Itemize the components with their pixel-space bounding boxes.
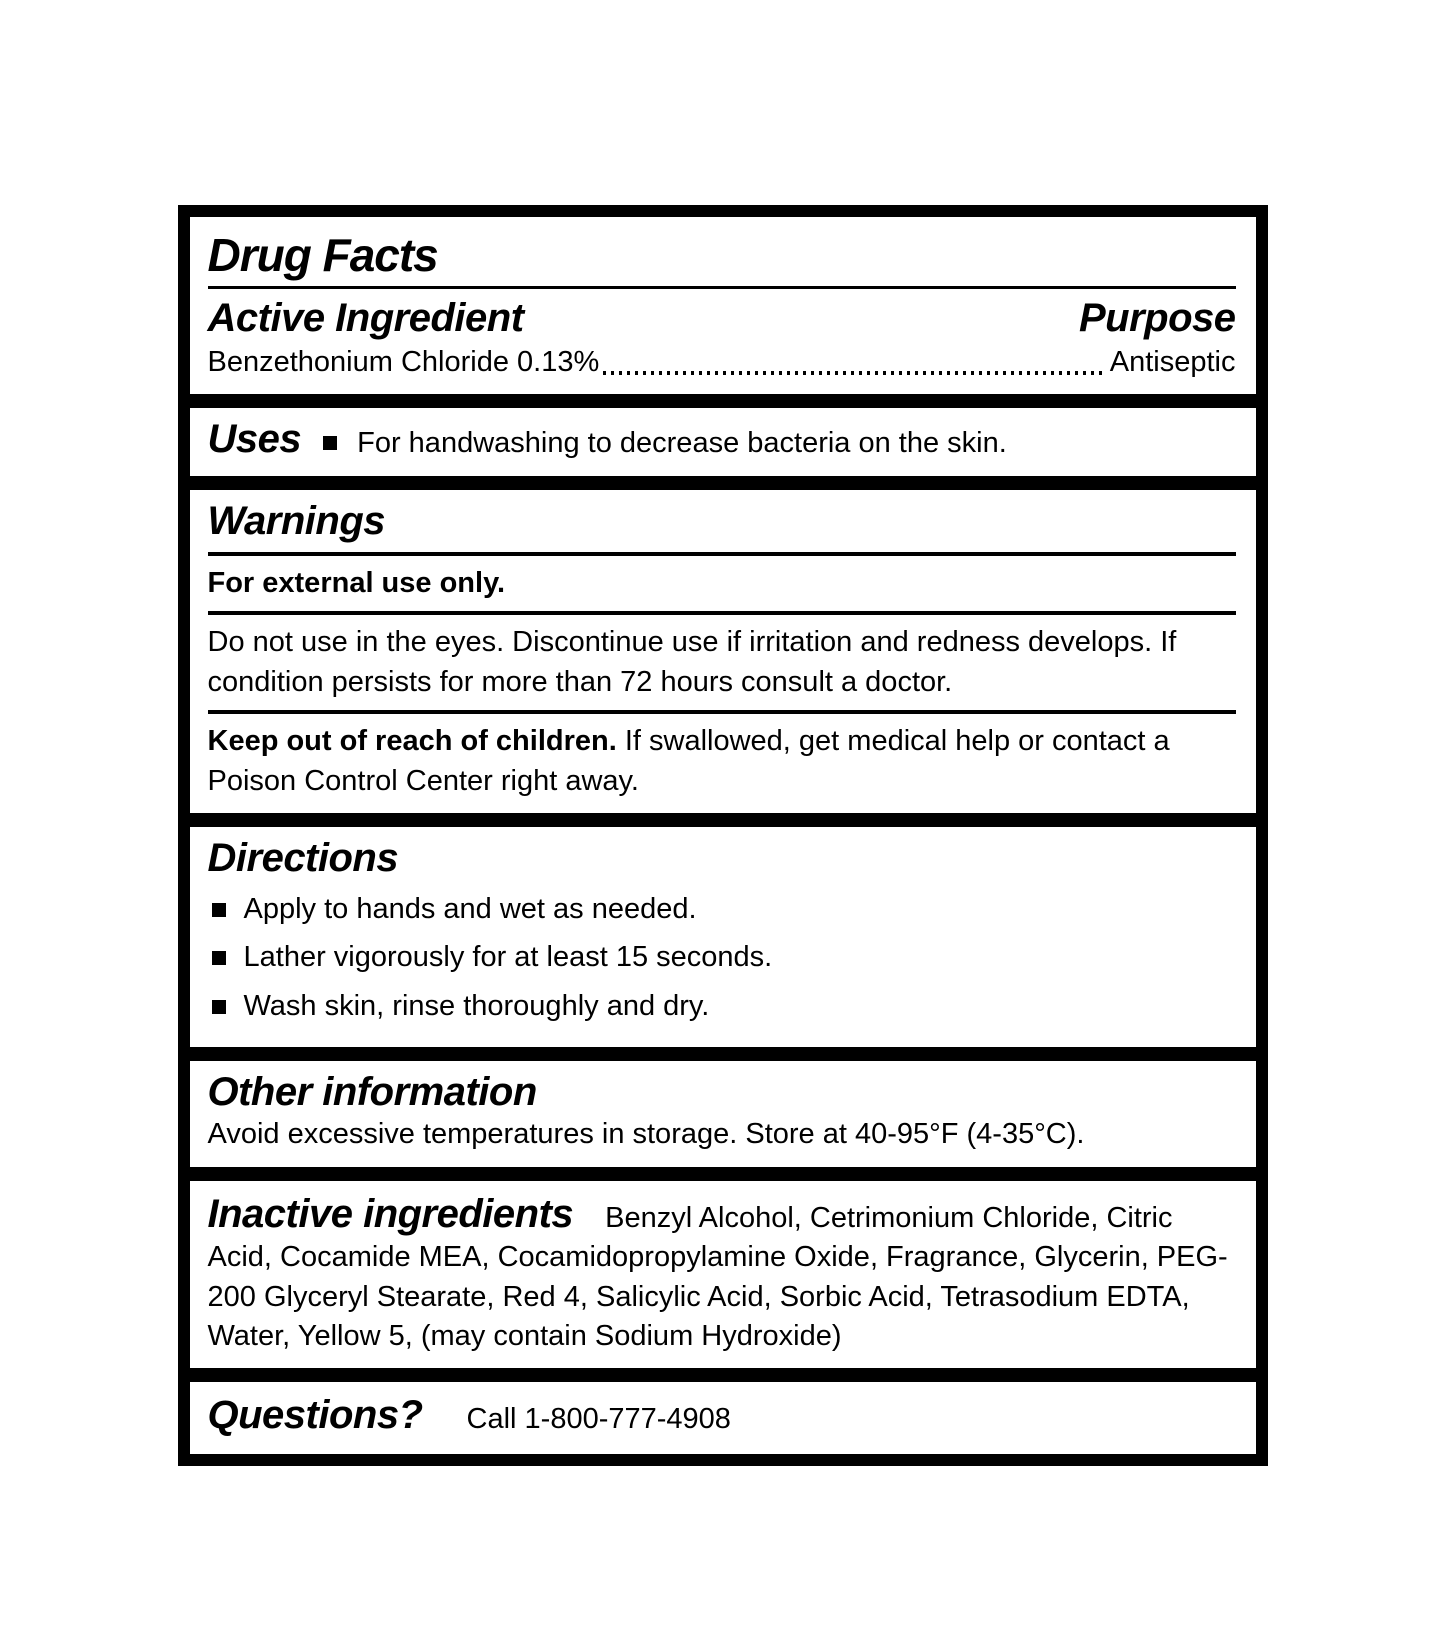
bullet-square-icon — [212, 1000, 226, 1014]
other-information-text: Avoid excessive temperatures in storage. Store at 40-95°F (4-35°C). — [207, 1118, 1085, 1151]
direction-text: Lather vigorously for at least 15 seconds. — [243, 941, 773, 974]
inactive-ingredients-text: Benzyl Alcohol, Cetrimonium Chloride, Citric Acid, Cocamide MEA, Cocamidopropylamine Oxide, Fragrance, Glycerin, PEG-200 Glyceryl Stearate, Red 4, Salicylic Acid, Sorbic Acid, Tetrasodium EDTA, Water, Yellow 5, (may contain Sodium Hydroxide) — [207, 1201, 1228, 1353]
list-item — [208, 938, 1236, 977]
drug-facts-title: Drug Facts — [207, 229, 438, 281]
warnings-divider-2 — [208, 611, 1236, 615]
directions-heading: Directions — [207, 835, 399, 880]
section-active-ingredient — [190, 217, 1256, 394]
inactive-ingredients-heading: Inactive ingredients — [207, 1191, 574, 1236]
section-questions — [190, 1382, 1256, 1453]
bullet-square-icon — [212, 903, 226, 917]
other-information-heading: Other information — [207, 1070, 537, 1115]
active-ingredient-heading: Active Ingredient — [207, 295, 524, 340]
purpose-heading: Purpose — [1078, 295, 1236, 340]
uses-text: For handwashing to decrease bacteria on the skin. — [357, 427, 1007, 460]
inactive-ingredients-paragraph — [208, 1191, 1236, 1357]
ingredient-row — [208, 343, 1236, 382]
section-directions — [190, 827, 1256, 1047]
bullet-square-icon — [212, 951, 226, 965]
dotted-leader — [603, 371, 1105, 375]
direction-text: Apply to hands and wet as needed. — [243, 892, 697, 925]
drug-facts-label — [178, 205, 1268, 1466]
warnings-divider-1 — [208, 552, 1236, 556]
uses-heading: Uses — [207, 417, 302, 462]
external-use-text: For external use only. — [207, 566, 506, 599]
warnings-heading: Warnings — [207, 498, 386, 543]
section-warnings — [190, 490, 1256, 813]
keep-out-bold: Keep out of reach of children. — [207, 725, 617, 758]
title-divider — [208, 286, 1236, 289]
direction-text: Wash skin, rinse thoroughly and dry. — [243, 989, 710, 1022]
keep-out-rest: If swallowed, get medical help or contact a Poison Control Center right away. — [207, 725, 1170, 797]
section-uses — [190, 408, 1256, 475]
uses-row — [208, 416, 1236, 463]
warnings-divider-3 — [208, 710, 1236, 714]
ingredient-purpose: Antiseptic — [1109, 345, 1236, 378]
ingredient-name: Benzethonium Chloride 0.13% — [207, 345, 600, 378]
section-inactive-ingredients — [190, 1181, 1256, 1369]
eyes-warning-text: Do not use in the eyes. Discontinue use if irritation and redness develops. If condition persists for more than 72 hours consult a doctor. — [207, 626, 1177, 698]
section-other-information — [190, 1061, 1256, 1166]
list-item — [208, 987, 1236, 1026]
directions-list — [208, 890, 1236, 1026]
list-item — [208, 890, 1236, 929]
bullet-square-icon — [323, 436, 337, 450]
questions-row — [208, 1390, 1236, 1441]
active-ingredient-header-row — [208, 295, 1236, 341]
questions-heading: Questions? — [207, 1393, 423, 1438]
keep-out-text — [208, 722, 1236, 801]
questions-phone-text: Call 1-800-777-4908 — [466, 1403, 731, 1436]
